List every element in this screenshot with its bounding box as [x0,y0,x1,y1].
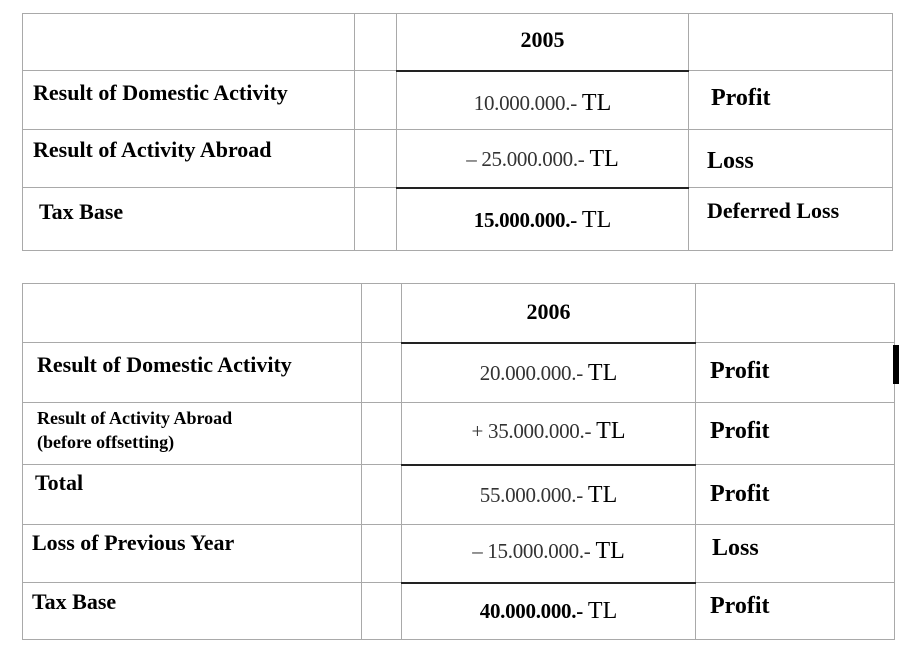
table-row [23,465,895,525]
amount-value: + 35.000.000.- [471,419,592,443]
row-label: Loss of Previous Year [32,530,235,555]
amount-value: – 25.000.000.- [466,147,585,171]
table-row [23,188,893,251]
result-label: Profit [710,418,770,444]
result-label: Profit [711,85,771,111]
table-2006 [22,283,895,640]
table-row [23,525,895,583]
row-label: Tax Base [39,199,124,224]
table-header-row [23,14,893,71]
row-label: Total [35,470,84,495]
year-heading: 2005 [520,27,565,52]
table-row [23,343,895,403]
year-heading: 2006 [526,299,571,324]
currency-label: TL [596,418,626,444]
row-label: Result of Activity Abroad (before offsetting) [37,408,233,453]
currency-label: TL [595,538,625,564]
currency-label: TL [589,146,619,172]
row-label: Tax Base [32,589,117,614]
currency-label: TL [587,597,618,624]
result-label: Loss [712,535,759,561]
result-label: Profit [710,593,770,619]
table-row [23,583,895,640]
currency-label: TL [587,481,618,508]
table-row [23,403,895,465]
amount-value: 15.000.000.- [473,207,577,232]
table-row [23,130,893,188]
result-label: Profit [710,481,770,507]
currency-label: TL [581,89,612,116]
row-label: Result of Domestic Activity [33,80,288,105]
row-label: Result of Domestic Activity [37,352,292,377]
table-row [23,71,893,130]
amount-value: 55.000.000.- [479,482,583,507]
table-2005 [22,13,893,251]
amount-value: 10.000.000.- [473,90,577,115]
amount-value: 20.000.000.- [479,360,583,385]
amount-value: – 15.000.000.- [472,539,591,563]
amount-value: 40.000.000.- [479,598,583,623]
result-label: Deferred Loss [707,198,840,223]
currency-label: TL [581,206,612,233]
result-label: Loss [707,148,754,174]
edge-marker [893,345,899,384]
table-header-row [23,284,895,343]
row-label: Result of Activity Abroad [33,137,272,162]
currency-label: TL [587,359,618,386]
result-label: Profit [710,358,770,384]
